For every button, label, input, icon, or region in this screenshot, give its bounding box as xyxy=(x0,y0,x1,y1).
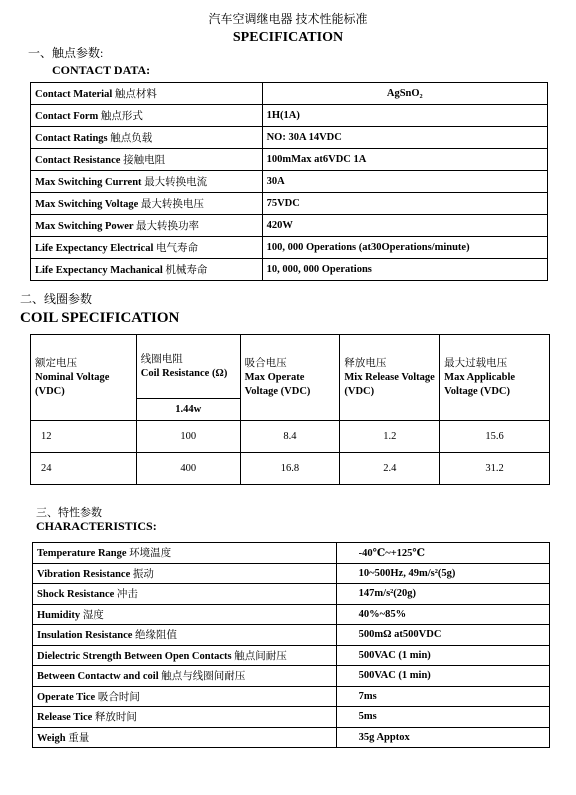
contact-label xyxy=(31,127,263,149)
contact-value: 10, 000, 000 Operations xyxy=(262,259,547,281)
characteristic-label-cn: 触点间耐压 xyxy=(234,650,287,662)
contact-label xyxy=(31,171,263,193)
characteristic-label xyxy=(33,543,337,564)
coil-section-title: 二、线圈参数 xyxy=(20,292,93,306)
contact-data-heading: CONTACT DATA: xyxy=(52,63,151,77)
characteristic-label xyxy=(33,645,337,666)
coil-cell-coil-resistance: 400 xyxy=(136,453,240,485)
contact-row xyxy=(31,215,548,237)
contact-label-en: Max Switching Power xyxy=(35,221,134,232)
contact-label-en: Max Switching Current xyxy=(35,177,142,188)
characteristic-label-cn: 释放时间 xyxy=(94,712,137,724)
characteristic-label-cn: 湿度 xyxy=(82,609,104,621)
characteristic-label xyxy=(33,686,337,707)
characteristic-label-cn: 触点与线圈间耐压 xyxy=(161,671,246,683)
contact-row xyxy=(31,127,548,149)
contact-row xyxy=(31,259,548,281)
contact-value: NO: 30A 14VDC xyxy=(262,127,547,149)
contact-value: 1H(1A) xyxy=(262,105,547,127)
characteristic-label xyxy=(33,584,337,605)
contact-row xyxy=(31,193,548,215)
document-title-en: SPECIFICATION xyxy=(232,30,344,45)
contact-label xyxy=(31,237,263,259)
characteristic-value: 7ms xyxy=(336,686,549,707)
coil-cell-nominal-voltage: 24 xyxy=(31,453,137,485)
contact-row xyxy=(31,105,548,127)
contact-label xyxy=(31,149,263,171)
characteristic-label-cn: 振动 xyxy=(132,568,154,580)
characteristic-value: 500VAC (1 min) xyxy=(336,666,549,687)
contact-value: 100, 000 Operations (at30Operations/minute) xyxy=(262,237,547,259)
characteristic-value: 5ms xyxy=(336,707,549,728)
coil-row xyxy=(31,421,550,453)
characteristic-label xyxy=(33,707,337,728)
characteristic-label xyxy=(33,727,337,748)
characteristic-label-en: Between Contactw and coil xyxy=(37,671,159,683)
characteristic-row xyxy=(33,543,550,564)
contact-label-en: Life Expectancy Electrical xyxy=(35,243,154,254)
characteristic-label-en: Temperature Range xyxy=(37,548,127,560)
characteristic-label-cn: 绝缘阻值 xyxy=(135,630,178,642)
contact-label-cn: 最大转换电压 xyxy=(140,199,204,210)
contact-label-cn: 最大转换功率 xyxy=(136,221,200,232)
characteristic-label xyxy=(33,666,337,687)
characteristic-label xyxy=(33,625,337,646)
contact-row xyxy=(31,83,548,105)
coil-cell-release-voltage: 1.2 xyxy=(340,421,440,453)
characteristic-row xyxy=(33,707,550,728)
contact-value: 420W xyxy=(262,215,547,237)
contact-label xyxy=(31,259,263,281)
characteristic-row xyxy=(33,604,550,625)
coil-specification-table xyxy=(30,334,550,485)
coil-header-coil-resistance: 线圈电阻 Coil Resistance (Ω) xyxy=(136,335,240,399)
characteristic-label-en: Humidity xyxy=(37,609,81,621)
contact-row xyxy=(31,171,548,193)
coil-specification-heading: COIL SPECIFICATION xyxy=(20,310,180,326)
contact-label-cn: 电气寿命 xyxy=(156,243,199,254)
characteristic-row xyxy=(33,563,550,584)
coil-cell-operate-voltage: 16.8 xyxy=(240,453,340,485)
contact-label-en: Max Switching Voltage xyxy=(35,199,139,210)
coil-cell-applicable-voltage: 31.2 xyxy=(440,453,550,485)
contact-label-cn: 接触电阻 xyxy=(123,155,166,166)
contact-label xyxy=(31,83,263,105)
coil-cell-nominal-voltage: 12 xyxy=(31,421,137,453)
characteristic-label xyxy=(33,604,337,625)
characteristic-label-en: Release Tice xyxy=(37,712,93,724)
contact-label-cn: 触点负载 xyxy=(110,133,153,144)
contact-section-title: 一、触点参数: xyxy=(28,46,104,60)
contact-label-en: Contact Material xyxy=(35,89,113,100)
characteristic-label-cn: 冲击 xyxy=(116,589,138,601)
contact-label-cn: 最大转换电流 xyxy=(144,177,208,188)
coil-row xyxy=(31,453,550,485)
contact-label xyxy=(31,215,263,237)
characteristic-row xyxy=(33,625,550,646)
characteristic-label-en: Vibration Resistance xyxy=(37,568,131,580)
document-title-cn: 汽车空调继电器 技术性能标准 xyxy=(208,12,368,26)
characteristic-value: 40%~85% xyxy=(336,604,549,625)
characteristic-value: -40℃~+125℃ xyxy=(336,543,549,564)
coil-cell-operate-voltage: 8.4 xyxy=(240,421,340,453)
characteristic-row xyxy=(33,686,550,707)
characteristics-heading: CHARACTERISTICS: xyxy=(36,519,157,533)
characteristic-row xyxy=(33,727,550,748)
coil-header-operate-voltage: 吸合电压 Max Operate Voltage (VDC) xyxy=(240,335,340,421)
characteristic-row xyxy=(33,584,550,605)
characteristic-value: 35g Apptox xyxy=(336,727,549,748)
characteristics-table xyxy=(32,542,550,748)
characteristic-row xyxy=(33,645,550,666)
contact-label xyxy=(31,193,263,215)
contact-label xyxy=(31,105,263,127)
coil-header-nominal-voltage: 额定电压 Nominal Voltage (VDC) xyxy=(31,335,137,421)
characteristic-label-en: Operate Tice xyxy=(37,691,96,703)
contact-row xyxy=(31,237,548,259)
coil-power: 1.44w xyxy=(136,399,240,421)
characteristic-label xyxy=(33,563,337,584)
contact-label-en: Contact Form xyxy=(35,111,99,122)
contact-value: 75VDC xyxy=(262,193,547,215)
contact-label-en: Life Expectancy Machanical xyxy=(35,265,163,276)
characteristic-label-en: Shock Resistance xyxy=(37,589,115,601)
characteristic-label-cn: 重量 xyxy=(68,732,90,744)
coil-cell-coil-resistance: 100 xyxy=(136,421,240,453)
characteristic-label-en: Weigh xyxy=(37,732,66,744)
characteristic-value: 500VAC (1 min) xyxy=(336,645,549,666)
characteristic-row xyxy=(33,666,550,687)
coil-header-applicable-voltage: 最大过载电压 Max Applicable Voltage (VDC) xyxy=(440,335,550,421)
contact-data-table xyxy=(30,82,548,281)
characteristic-value: 10~500Hz, 49m/s²(5g) xyxy=(336,563,549,584)
contact-label-en: Contact Ratings xyxy=(35,133,108,144)
characteristic-value: 147m/s²(20g) xyxy=(336,584,549,605)
contact-value: 100mMax at6VDC 1A xyxy=(262,149,547,171)
characteristic-label-en: Dielectric Strength Between Open Contacts xyxy=(37,650,232,662)
coil-cell-release-voltage: 2.4 xyxy=(340,453,440,485)
contact-label-en: Contact Resistance xyxy=(35,155,121,166)
coil-cell-applicable-voltage: 15.6 xyxy=(440,421,550,453)
contact-row xyxy=(31,149,548,171)
contact-value: AgSnO₂ xyxy=(262,83,547,105)
coil-header-release-voltage: 释放电压 Mix Release Voltage (VDC) xyxy=(340,335,440,421)
contact-label-cn: 触点形式 xyxy=(100,111,143,122)
contact-label-cn: 机械寿命 xyxy=(165,265,208,276)
characteristic-value: 500mΩ at500VDC xyxy=(336,625,549,646)
characteristic-label-cn: 环境温度 xyxy=(129,548,172,560)
characteristic-label-cn: 吸合时间 xyxy=(97,691,140,703)
contact-label-cn: 触点材料 xyxy=(114,89,157,100)
characteristics-section-title: 三、特性参数 xyxy=(36,507,102,519)
characteristic-label-en: Insulation Resistance xyxy=(37,630,133,642)
contact-value: 30A xyxy=(262,171,547,193)
